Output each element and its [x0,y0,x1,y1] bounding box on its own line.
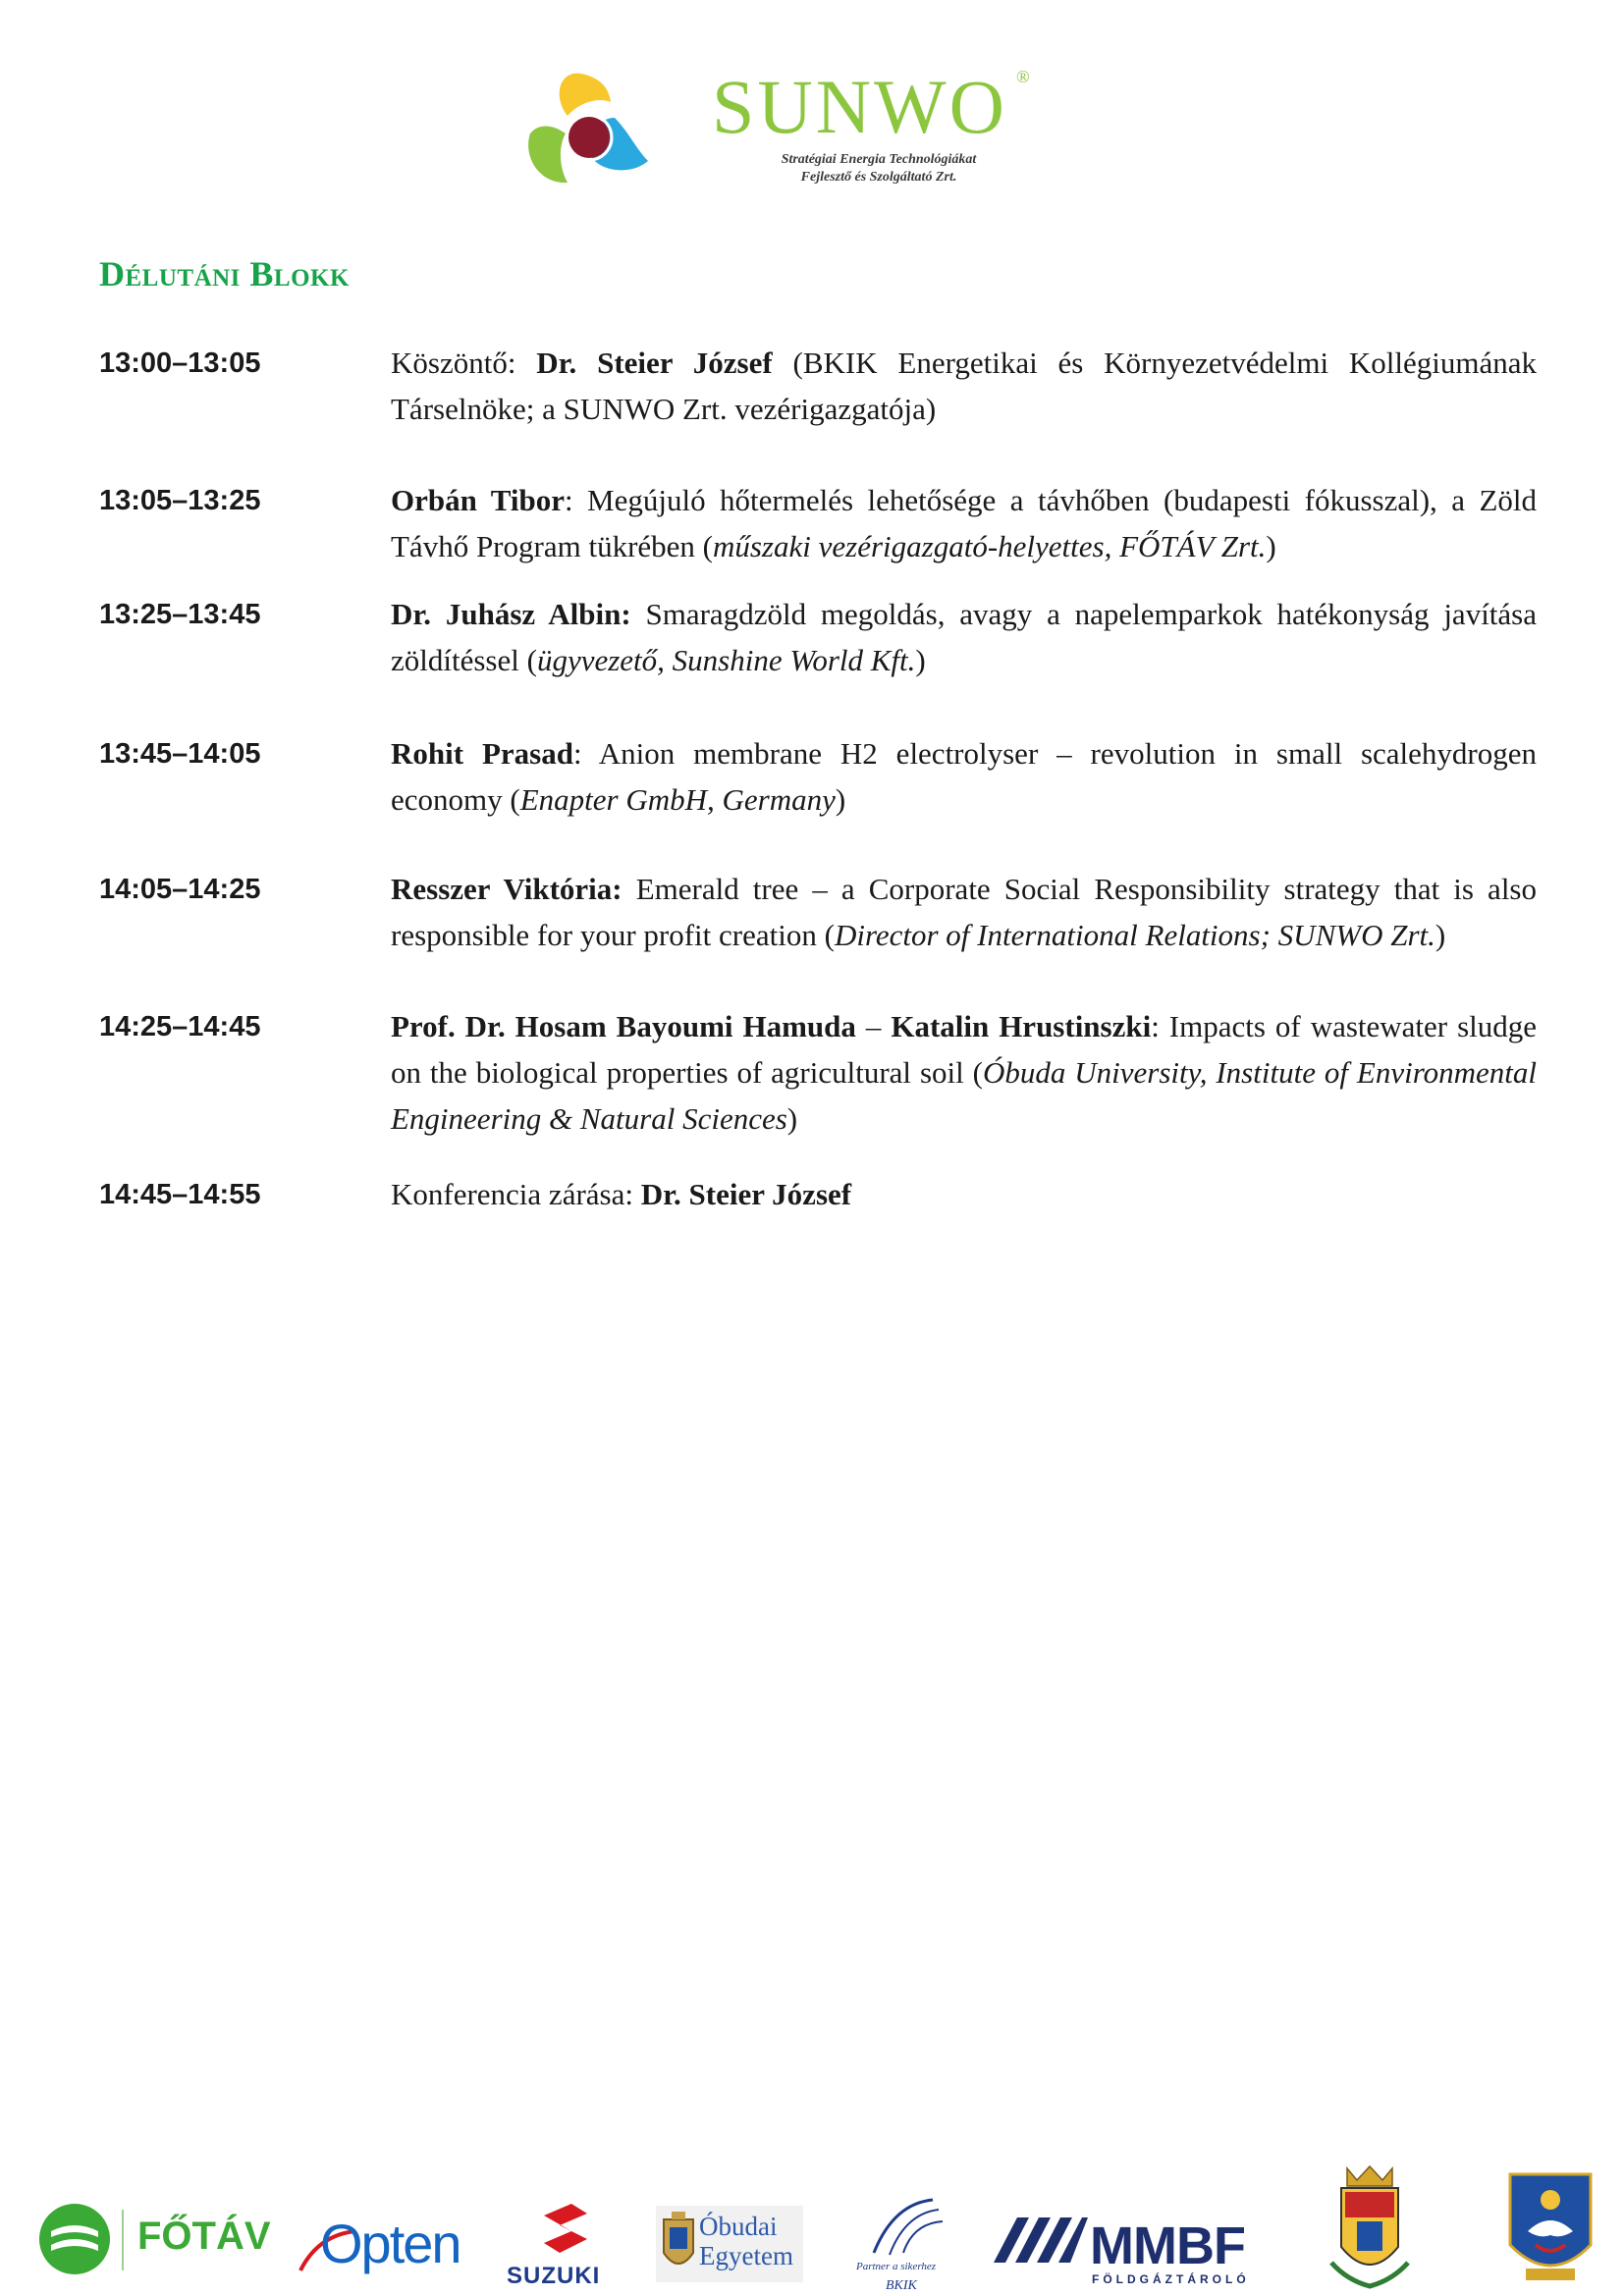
agenda-description [391,477,1537,569]
page-header [0,0,1624,206]
agenda-item [99,591,1537,683]
brand-name: SUNWO [712,64,1007,149]
speaker-name: Dr. Steier József [536,346,773,380]
sunwo-logo-icon [520,67,658,189]
affiliation: Óbuda University, Institute of Environmental Engineering & Natural Sciences [391,1055,1537,1136]
agenda-item [99,1003,1537,1142]
bkik-tagline: Partner a sikerhez [856,2261,937,2272]
speaker-name: Dr. Juhász Albin: [391,597,631,631]
mmbf-subtext: FÖLDGÁZTÁROLÓ [1092,2272,1250,2286]
brand-tagline [731,151,1026,187]
agenda-item [99,340,1537,432]
agenda-item [99,477,1537,569]
agenda-time: 14:45–14:55 [99,1179,261,1210]
speaker-name: Prof. Dr. Hosam Bayoumi Hamuda [391,1009,856,1043]
description-text: Köszöntő: [391,346,537,380]
agenda-time: 13:25–13:45 [99,599,261,630]
agenda-time: 13:45–14:05 [99,738,261,770]
agenda-time: 14:25–14:45 [99,1011,261,1042]
opten-logo-text: Opten [320,2213,460,2274]
description-text: ) [835,782,846,817]
agenda-description [391,1171,1537,1218]
affiliation: műszaki vezérigazgató-helyettes, FŐTÁV Zrt. [712,529,1267,563]
description-text: Emerald tree – a Corporate Social Responsibility strategy that is also responsible for your profit creation ( [391,872,1537,952]
fotav-logo-icon [37,2202,112,2276]
sponsor-logos [0,2145,1624,2296]
bkik-logo-icon [854,2194,952,2263]
agenda-time: 14:05–14:25 [99,874,261,905]
obudai-line-1: Óbudai [699,2212,778,2241]
agenda-description [391,1003,1537,1142]
tagline-line-1: Stratégiai Energia Technológiákat [781,152,977,167]
speaker-name: Dr. Steier József [640,1177,852,1211]
affiliation: Enapter GmbH, Germany [519,782,836,817]
mmbf-swoosh-icon [990,2214,1088,2267]
fotav-logo-text: FŐTÁV [137,2215,271,2258]
fotav-divider [122,2210,124,2270]
description-text: ) [1266,529,1276,563]
description-text: : Megújuló hőtermelés lehetősége a távhőben (budapesti fókusszal), a Zöld Távhő Program tükrében ( [391,483,1537,563]
bkik-abbr: BKIK [886,2278,917,2293]
suzuki-logo-icon [538,2202,593,2257]
section-title: Délutáni Blokk [99,254,350,294]
coat-of-arms-icon [1327,2164,1412,2292]
suzuki-logo-text: SUZUKI [507,2263,601,2289]
tagline-line-2: Fejlesztő és Szolgáltató Zrt. [800,170,957,185]
obudai-logo-text [699,2212,793,2270]
agenda-time: 13:00–13:05 [99,347,261,379]
speaker-name: Resszer Viktória: [391,872,623,906]
registered-mark: ® [1016,67,1030,86]
description-text: ) [915,643,926,677]
affiliation: ügyvezető, Sunshine World Kft. [536,643,916,677]
speaker-name: Katalin Hrustinszki [891,1009,1152,1043]
description-text: : Impacts of wastewater sludge on the biological properties of agricultural soil ( [391,1009,1538,1090]
agenda-description [391,591,1537,683]
speaker-name: Rohit Prasad [391,736,573,771]
agenda-description [391,730,1537,823]
sunwo-brand [712,64,1030,185]
description-text: ) [1435,918,1446,952]
description-text: (BKIK Energetikai és Környezetvédelmi Kollégiumának Társelnöke; a SUNWO Zrt. vezérigazgatója) [391,346,1538,426]
agenda-time: 13:05–13:25 [99,485,261,516]
agenda-item [99,730,1537,823]
agenda-description [391,866,1537,958]
agenda-list [99,340,1537,1218]
obudai-crest-icon [660,2210,697,2278]
agenda-item [99,1171,1537,1218]
agenda-item [99,866,1537,958]
description-text: – [855,1009,892,1043]
agenda-description [391,340,1537,432]
description-text: Konferencia zárása: [391,1177,641,1211]
mmbf-logo-text: MMBF [1090,2216,1245,2275]
description-text: Smaragdzöld megoldás, avagy a napelemparkok hatékonyság javítása zöldítéssel ( [391,597,1537,677]
speaker-name: Orbán Tibor [391,483,565,517]
coat-of-arms-icon [1506,2170,1595,2288]
obudai-line-2: Egyetem [699,2241,793,2270]
description-text: ) [786,1101,798,1136]
affiliation: Director of International Relations; SUNWO Zrt. [834,918,1435,952]
description-text: : Anion membrane H2 electrolyser – revolution in small scalehydrogen economy ( [391,736,1537,817]
